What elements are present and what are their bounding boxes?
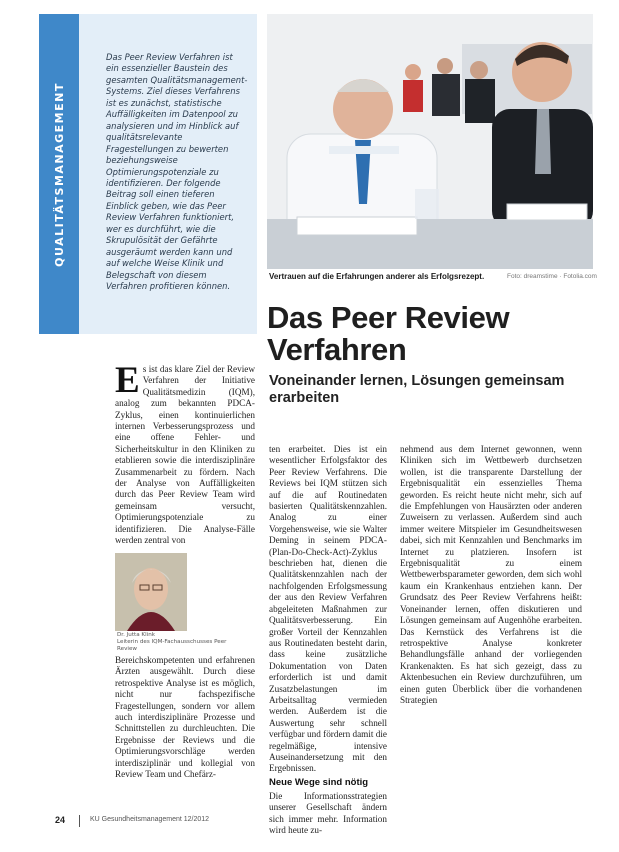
portrait-image (115, 553, 187, 631)
intro-text: Das Peer Review Verfahren ist ein essenzieller Baustein des gesamten Qualitätsmanagement-Systems. Ziel dieses Verfahrens ist es zunächst, statistische Auffälligkeiten im Datenpool zu analysieren und im Hinblick auf qualitätsrelevante Fragestellungen zu bewerten beziehungsweise Optimierungspotenziale zu identifizieren. Der folgende Beitrag soll einen tieferen Einblick geben, wie das Peer Review Verfahren funktioniert, wer es durchführt, wie die Skrupulösität der Gefährte ausgeräumt werden kann und auf welche Weise Klinik und Belegschaft von diesem Verfahren profitieren können. (106, 52, 248, 292)
photo-caption: Vertrauen auf die Erfahrungen anderer als Erfolgsrezept. (269, 272, 485, 281)
column-2-subhead: Neue Wege sind nötig (269, 776, 369, 788)
column-2 (269, 444, 387, 836)
column-3-text: nehmend aus dem Internet gewonnen, wenn Kliniken sich im Wettbewerb durchsetzen wollen, ist die transparente Darstellung der Ergebnisqualität ein essenzielles Thema geworden. Es reicht heute nicht mehr, sich auf die Empfehlungen von Hausärzten oder anderen Zuweisern zu verlassen. Außerdem sind auch immer weitere Mitspieler im Gesundheitswesen dabei, sich mit Kennzahlen und Benchmarks im Internet zu platzieren. Insofern ist Ergebnisqualität zu einem Wettbewerbsparameter geworden, dem sich wohl kaum ein Krankenhaus entziehen kann. Der Grundsatz des Peer Review Verfahrens heißt: Voneinander lernen, offen diskutieren und Lösungen gemeinsam auf Augenhöhe erarbeiten. Das Kernstück des Verfahrens ist die retrospektive Analyse konkreter Behandlungsfälle anhand der vorliegenden Krankenakten. Es hat sich gezeigt, dass zu Aktenbesuchen ein Review durchzuführen, um einen guten Überblick über die vorhandenen Strategien (400, 444, 582, 705)
photo-credit: Foto: dreamstime · Fotolia.com (507, 273, 597, 280)
column-1-bottom (115, 655, 255, 780)
column-1-bottom-text: Bereichskompetenten und erfahrenen Ärzten ausgewählt. Durch diese retrospektive Analyse ist es möglich, nicht nur fachspezifische Fragestellungen, sondern vor allem auch interdisziplinäre Prozesse und Schnittstellen zu durchleuchten. Die Ergebnisse der Reviews und die Optimierungsvorschläge werden interdisziplinär und kollegial von Review Team und Chefärz- (115, 655, 255, 780)
portrait-role: Leiterin des IQM-Fachausschusses Peer Review (117, 639, 227, 652)
section-label: QUALITÄTSMANAGEMENT (52, 81, 66, 267)
column-1-top-paragraph (115, 360, 255, 547)
author-portrait (115, 553, 187, 631)
intro-box (79, 14, 257, 334)
meeting-illustration (267, 14, 593, 269)
column-2-tail: Die Informationsstrategien unserer Gesellschaft ändern sich immer mehr. Information wird heute zu- (269, 790, 387, 835)
header-photo (267, 14, 593, 269)
article-subtitle: Voneinander lernen, Lösungen gemeinsam erarbeiten (269, 373, 565, 406)
footer-magazine: KU Gesundheitsmanagement 12/2012 (90, 816, 210, 823)
portrait-caption (117, 632, 237, 653)
page-number: 24 (55, 815, 66, 825)
portrait-name: Dr. Jutta Klink (117, 632, 155, 638)
column-1-top-text: s ist das klare Ziel der Review Verfahren der Initiative Qualitätsmedizin (IQM), analog zum bekannten PDCA-Zyklus, einen kontinuierlichen internen Verbesserungsprozess und eine offene Fehler- und Sicherheitskultur in den Kliniken zu etablieren sowie die interdisziplinäre Zusammenarbeit zu fördern. Nach der Analyse von Auffälligkeiten durch das Peer Review Team wird gemeinsam versucht, Optimierungspotenziale zu identifizieren. Die Analyse-Fälle werden zentral von (115, 364, 255, 546)
column-2-text: ten erarbeitet. Dies ist ein wesentlicher Erfolgsfaktor des Peer Review Verfahrens. Die Reviews bei IQM stützen sich auf die auf Routinedaten basierten Qualitätskennzahlen. Analog zu einer Vorgehensweise, wie sie Walter Deming in seinem PDCA-(Plan-Do-Check-Act)-Zyklus beschrieben hat, dienen die Qualitätskennzahlen nach der nachfolgenden Erfolgsmessung der aus den Review Verfahren abgeleiteten Maßnahmen zur Qualitätsverbesserung. Ein großer Vorteil der Kennzahlen aus Routinedaten besteht darin, dass keine zusätzliche Dokumentation von Daten erforderlich ist und damit Zusatzbelastungen im Arbeitsalltag vermieden werden. Außerdem ist die Auswertung sehr schnell verfügbar und fördern damit die regelmäßige, intensive Auseinandersetzung mit den Ergebnissen. (269, 444, 387, 774)
footer-divider (79, 815, 80, 827)
article-title: Das Peer Review Verfahren (267, 300, 510, 367)
section-label-wrap (39, 14, 79, 334)
dropcap: E (115, 360, 140, 401)
column-3 (400, 444, 582, 706)
column-1-top (115, 360, 255, 547)
